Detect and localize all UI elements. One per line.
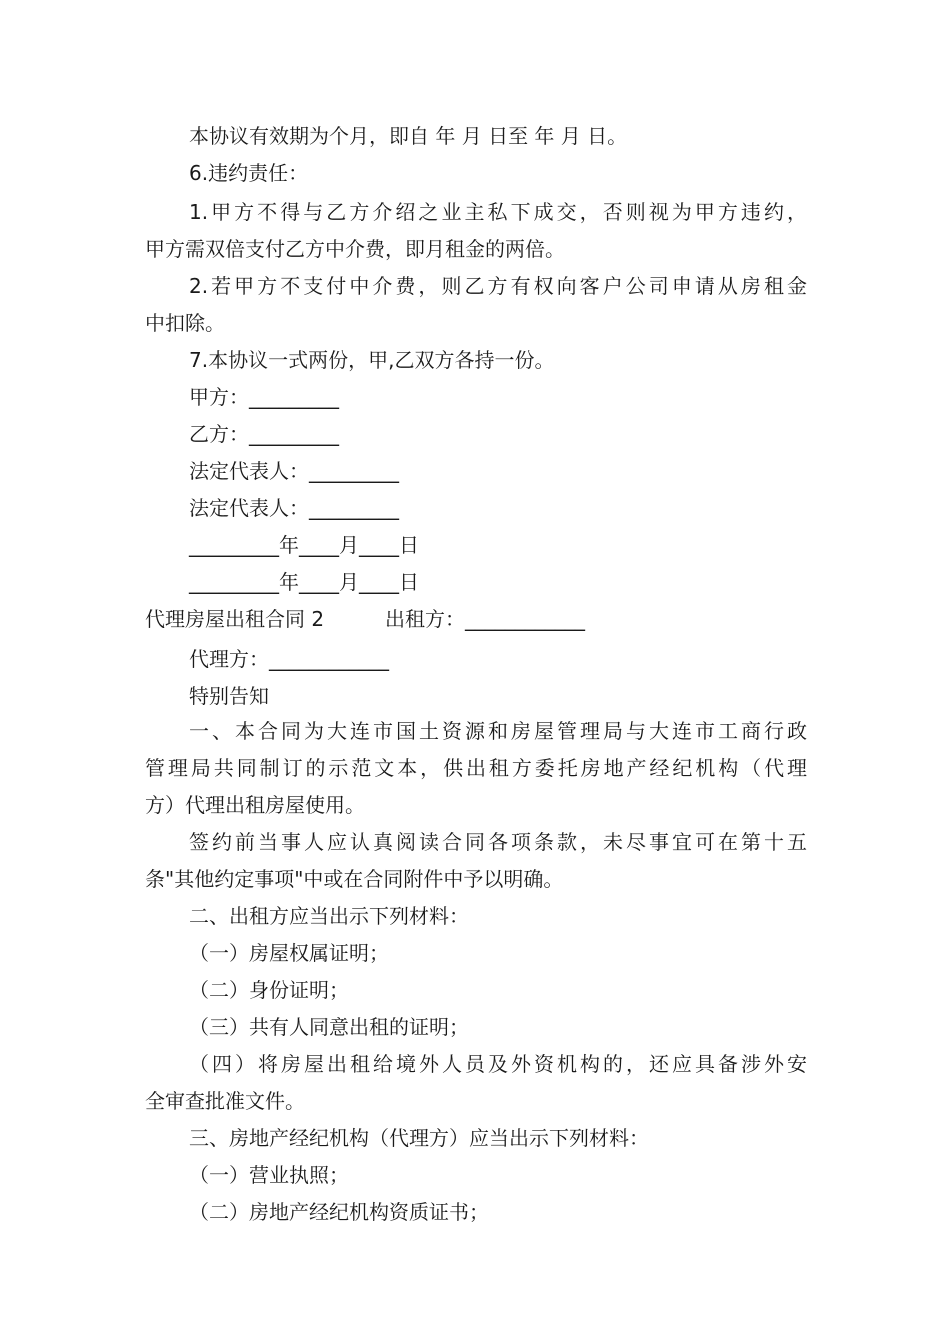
notice-3-item-1: （一）营业执照； [189,1163,349,1187]
breach-item-2-line-2: 中扣除。 [145,311,225,335]
contract-title: 代理房屋出租合同 2 [145,607,325,631]
notice-2-item-1: （一）房屋权属证明； [189,941,389,965]
notice-2-item-2: （二）身份证明； [189,978,349,1002]
notice-sign-line-2: 条"其他约定事项"中或在合同附件中予以明确。 [145,867,564,891]
party-a-signature: 甲方：_________ [189,385,339,409]
validity-clause: 本协议有效期为个月，即自 年 月 日至 年 月 日。 [189,124,628,148]
notice-3-heading: 三、房地产经纪机构（代理方）应当出示下列材料： [189,1126,649,1150]
notice-1-line-3: 方）代理出租房屋使用。 [145,793,365,817]
signature-date-2: _________年____月____日 [189,570,419,594]
notice-1-line-1: 一、本合同为大连市国土资源和房屋管理局与大连市工商行政 [189,719,807,743]
legal-representative-1: 法定代表人：_________ [189,459,399,483]
party-b-signature: 乙方：_________ [189,422,339,446]
notice-2-item-4-line-2: 全审查批准文件。 [145,1089,305,1113]
legal-representative-2: 法定代表人：_________ [189,496,399,520]
section-6-heading: 6.违约责任： [189,161,309,185]
notice-3-item-2: （二）房地产经纪机构资质证书； [189,1200,489,1224]
notice-sign-line-1: 签约前当事人应认真阅读合同各项条款，未尽事宜可在第十五 [189,830,807,854]
notice-2-item-3: （三）共有人同意出租的证明； [189,1015,469,1039]
agent-field: 代理方：____________ [189,647,389,671]
notice-2-heading: 二、出租方应当出示下列材料： [189,904,469,928]
special-notice-heading: 特别告知 [189,684,269,708]
notice-2-item-4-line-1: （四）将房屋出租给境外人员及外资机构的，还应具备涉外安 [189,1052,807,1076]
breach-item-1-line-1: 1.甲方不得与乙方介绍之业主私下成交，否则视为甲方违约， [189,200,807,224]
section-7-copies: 7.本协议一式两份，甲,乙双方各持一份。 [189,348,555,372]
notice-1-line-2: 管理局共同制订的示范文本，供出租方委托房地产经纪机构（代理 [145,756,807,780]
breach-item-2-line-1: 2.若甲方不支付中介费，则乙方有权向客户公司申请从房租金 [189,274,807,298]
breach-item-1-line-2: 甲方需双倍支付乙方中介费，即月租金的两倍。 [145,237,565,261]
lessor-field: 出租方：____________ [385,607,585,631]
signature-date-1: _________年____月____日 [189,533,419,557]
